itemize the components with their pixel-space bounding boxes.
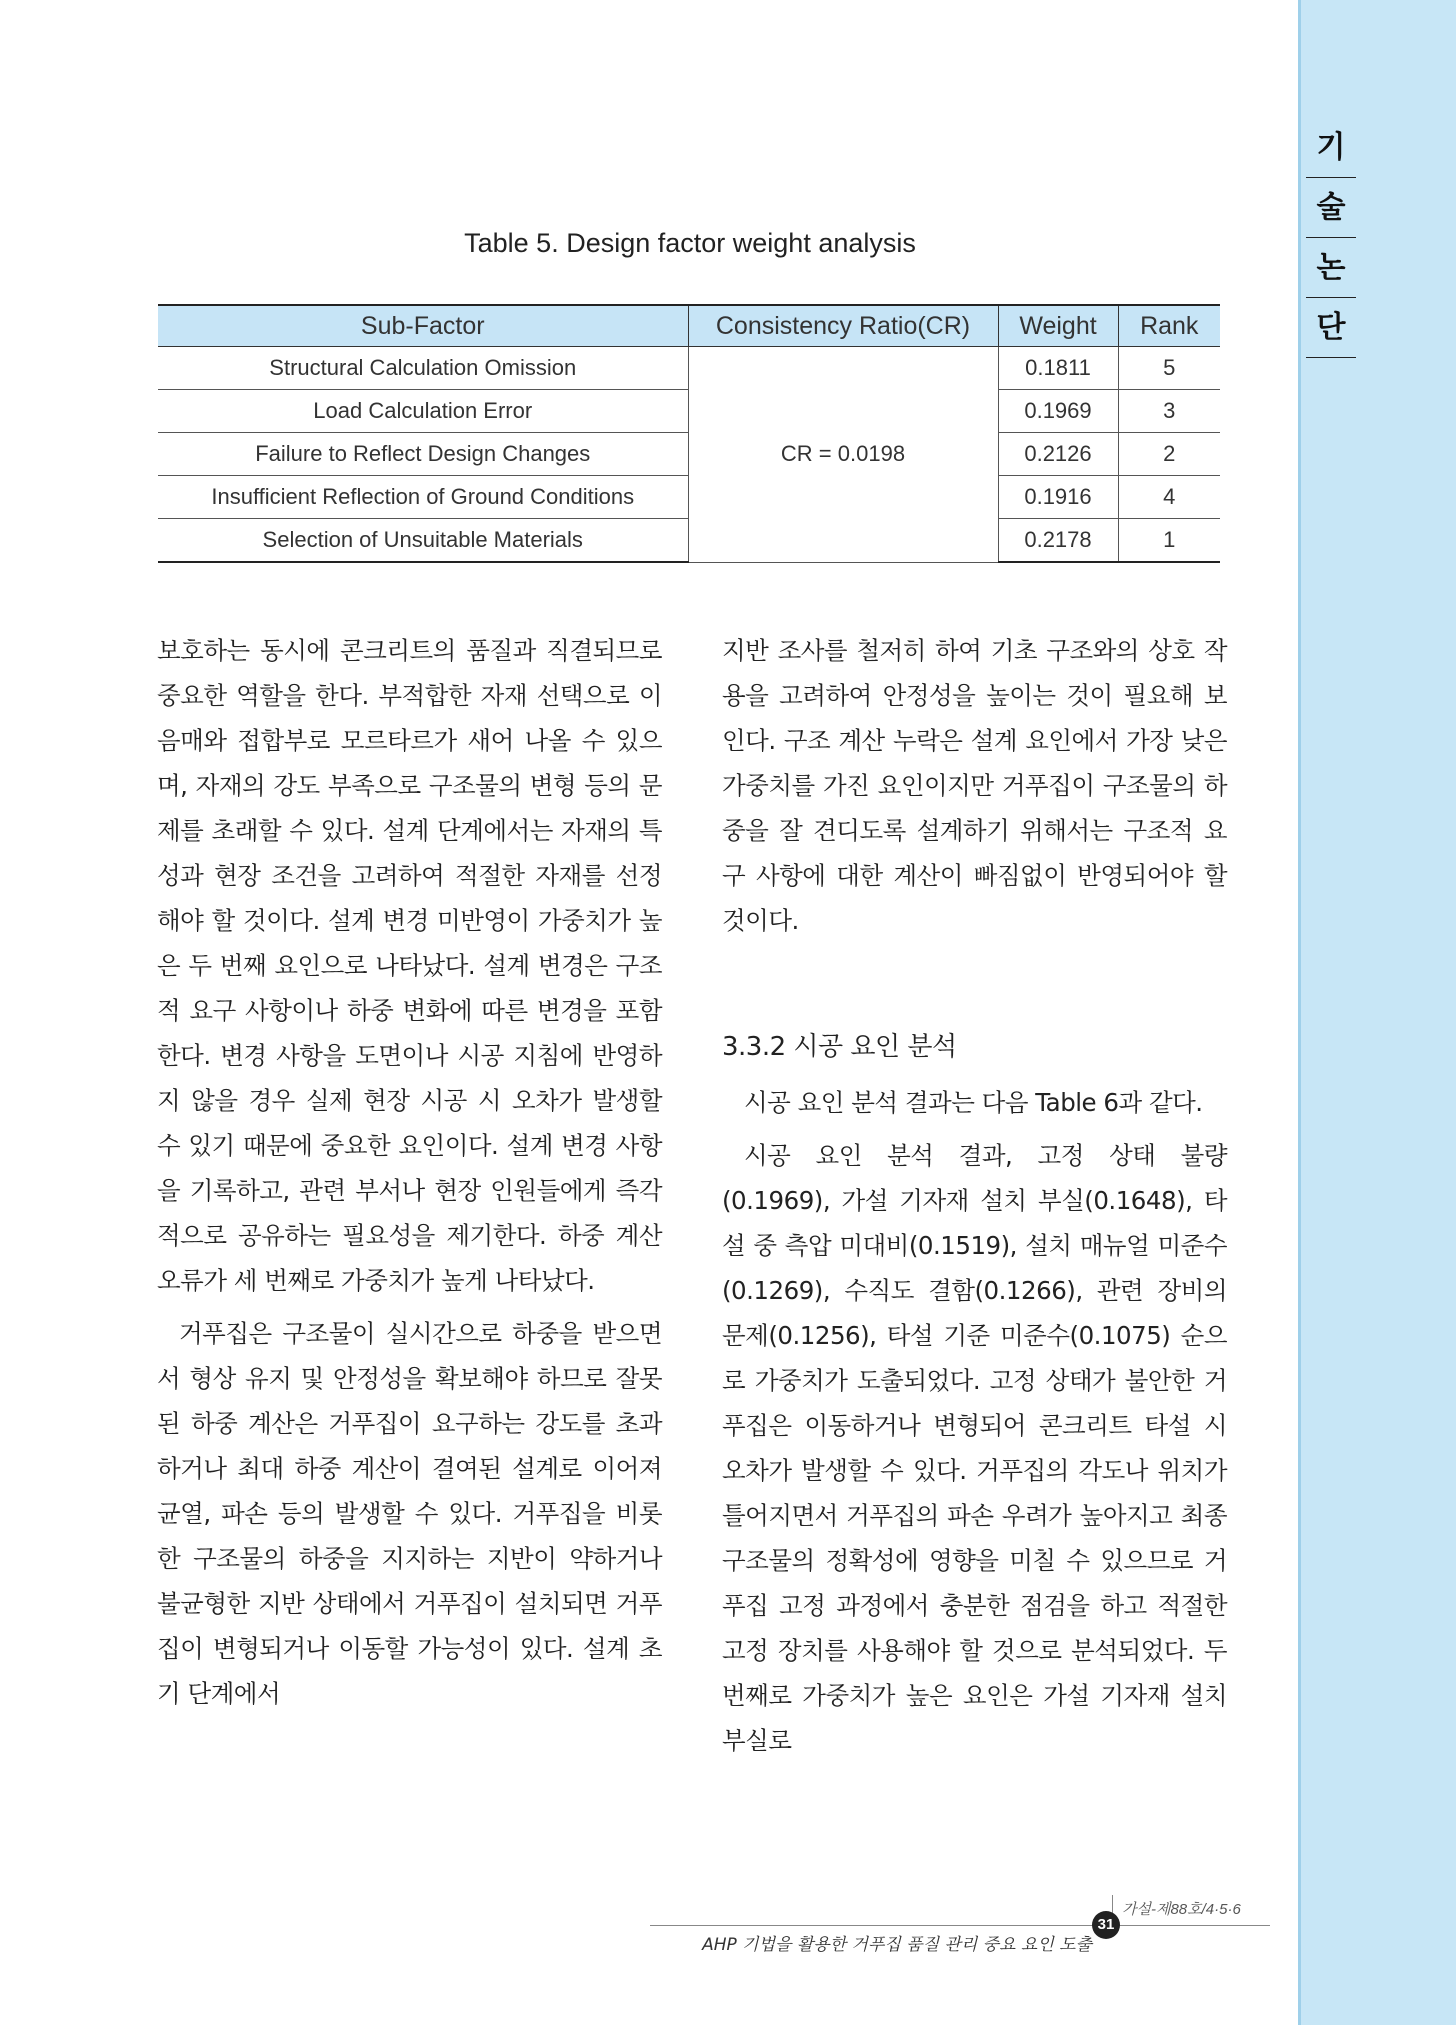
rank-cell: 3 bbox=[1118, 390, 1220, 433]
sub-factor-cell: Insufficient Reflection of Ground Conditions bbox=[158, 476, 688, 519]
rank-cell: 1 bbox=[1118, 519, 1220, 563]
footer-rule bbox=[650, 1925, 1270, 1926]
section-heading: 3.3.2 시공 요인 분석 bbox=[722, 1032, 957, 1062]
header-consistency-ratio: Consistency Ratio(CR) bbox=[688, 305, 998, 347]
rank-cell: 5 bbox=[1118, 347, 1220, 390]
side-tab-char: 단 bbox=[1306, 298, 1356, 358]
left-text-column bbox=[157, 628, 662, 1716]
weight-cell: 0.2178 bbox=[998, 519, 1118, 563]
table-header-row bbox=[158, 305, 1220, 347]
table-caption: Table 5. Design factor weight analysis bbox=[464, 228, 916, 258]
footer-issue-label: 가설-제88호/4·5·6 bbox=[1122, 1901, 1241, 1918]
weight-cell: 0.1969 bbox=[998, 390, 1118, 433]
right-text-column bbox=[722, 628, 1227, 1763]
page-number-badge: 31 bbox=[1092, 1911, 1120, 1939]
header-sub-factor: Sub-Factor bbox=[158, 305, 688, 347]
header-rank: Rank bbox=[1118, 305, 1220, 347]
body-paragraph: 거푸집은 구조물이 실시간으로 하중을 받으면서 형상 유지 및 안정성을 확보해야 하므로 잘못된 하중 계산은 거푸집이 요구하는 강도를 초과하거나 최대 하중 계산이 결여된 설계로 이어져 균열, 파손 등의 발생할 수 있다. 거푸집을 비롯한 구조물의 하중을 지지하는 지반이 약하거나 불균형한 지반 상태에서 거푸집이 설치되면 거푸집이 변형되거나 이동할 가능성이 있다. 설계 초기 단계에서 bbox=[157, 1319, 662, 1708]
side-tab-label bbox=[1306, 118, 1356, 358]
body-paragraph: 시공 요인 분석 결과는 다음 Table 6과 같다. bbox=[744, 1088, 1203, 1117]
side-tab-char: 술 bbox=[1306, 178, 1356, 238]
weight-cell: 0.1916 bbox=[998, 476, 1118, 519]
footer-article-title: AHP 기법을 활용한 거푸집 품질 관리 중요 요인 도출 bbox=[702, 1935, 1092, 1955]
sub-factor-cell: Selection of Unsuitable Materials bbox=[158, 519, 688, 563]
header-weight: Weight bbox=[998, 305, 1118, 347]
weight-cell: 0.1811 bbox=[998, 347, 1118, 390]
consistency-ratio-cell: CR = 0.0198 bbox=[688, 347, 998, 563]
sub-factor-cell: Load Calculation Error bbox=[158, 390, 688, 433]
rank-cell: 2 bbox=[1118, 433, 1220, 476]
sub-factor-cell: Failure to Reflect Design Changes bbox=[158, 433, 688, 476]
table-row bbox=[158, 347, 1220, 390]
side-tab-char: 기 bbox=[1306, 118, 1356, 178]
side-tab-shade bbox=[1298, 0, 1301, 2025]
design-factor-weight-table bbox=[158, 304, 1220, 563]
body-paragraph: 시공 요인 분석 결과, 고정 상태 불량(0.1969), 가설 기자재 설치 부실(0.1648), 타설 중 측압 미대비(0.1519), 설치 매뉴얼 미준수(0.1269), 수직도 결함(0.1266), 관련 장비의 문제(0.1256), 타설 기준 미준수(0.1075) 순으로 가중치가 도출되었다. 고정 상태가 불안한 거푸집은 이동하거나 변형되어 콘크리트 타설 시 오차가 발생할 수 있다. 거푸집의 각도나 위치가 틀어지면서 거푸집의 파손 우려가 높아지고 최종 구조물의 정확성에 영향을 미칠 수 있으므로 거푸집 고정 과정에서 충분한 점검을 하고 적절한 고정 장치를 사용해야 할 것으로 분석되었다. 두 번째로 가중치가 높은 요인은 가설 기자재 설치 부실로 bbox=[722, 1141, 1227, 1755]
rank-cell: 4 bbox=[1118, 476, 1220, 519]
body-paragraph: 지반 조사를 철저히 하여 기초 구조와의 상호 작용을 고려하여 안정성을 높이는 것이 필요해 보인다. 구조 계산 누락은 설계 요인에서 가장 낮은 가중치를 가진 요인이지만 거푸집이 구조물의 하중을 잘 견디도록 설계하기 위해서는 구조적 요구 사항에 대한 계산이 빠짐없이 반영되어야 할 것이다. bbox=[722, 636, 1227, 935]
side-tab-char: 논 bbox=[1306, 238, 1356, 298]
body-paragraph: 보호하는 동시에 콘크리트의 품질과 직결되므로 중요한 역할을 한다. 부적합한 자재 선택으로 이음매와 접합부로 모르타르가 새어 나올 수 있으며, 자재의 강도 부족으로 구조물의 변형 등의 문제를 초래할 수 있다. 설계 단계에서는 자재의 특성과 현장 조건을 고려하여 적절한 자재를 선정해야 할 것이다. 설계 변경 미반영이 가중치가 높은 두 번째 요인으로 나타났다. 설계 변경은 구조적 요구 사항이나 하중 변화에 따른 변경을 포함한다. 변경 사항을 도면이나 시공 지침에 반영하지 않을 경우 실제 현장 시공 시 오차가 발생할 수 있기 때문에 중요한 요인이다. 설계 변경 사항을 기록하고, 관련 부서나 현장 인원들에게 즉각적으로 공유하는 필요성을 제기한다. 하중 계산 오류가 세 번째로 가중치가 높게 나타났다. bbox=[157, 636, 662, 1295]
weight-cell: 0.2126 bbox=[998, 433, 1118, 476]
sub-factor-cell: Structural Calculation Omission bbox=[158, 347, 688, 390]
